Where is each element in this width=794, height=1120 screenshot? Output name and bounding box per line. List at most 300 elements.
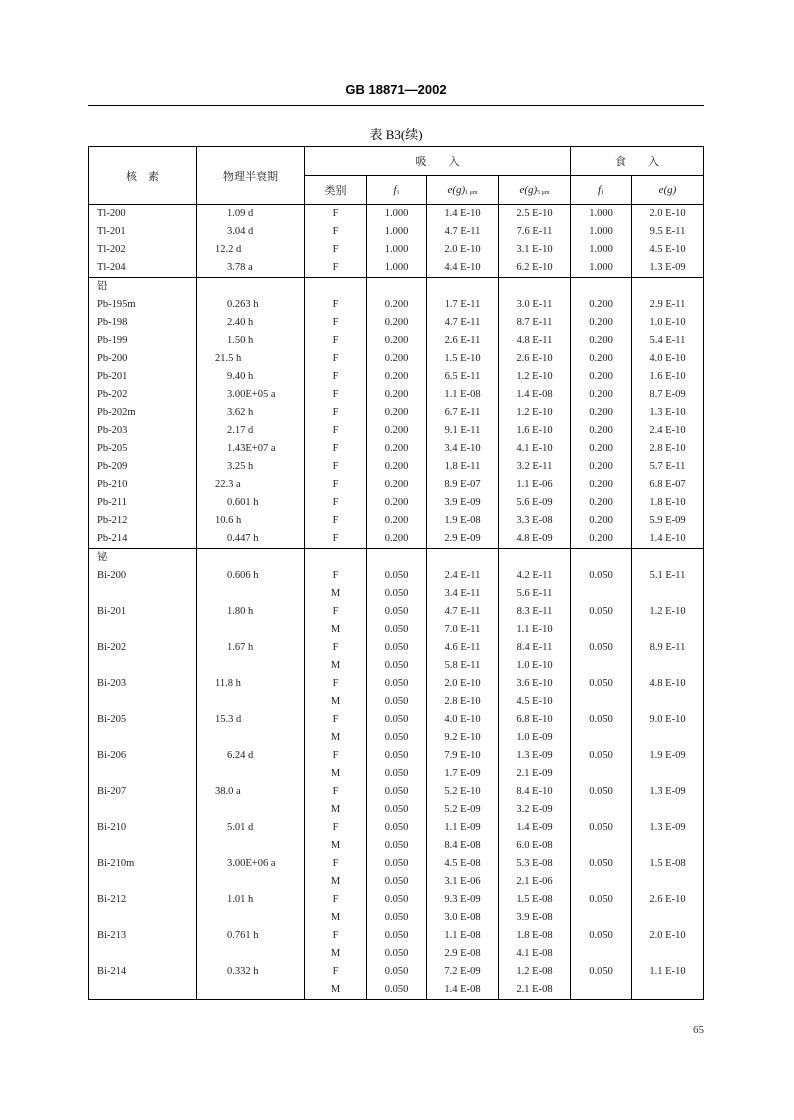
cell-type: M: [305, 729, 367, 747]
cell-e-1um: 1.4 E-10: [427, 205, 499, 224]
cell-half-life: 2.40 h: [197, 314, 305, 332]
cell-e-ingestion: 2.4 E-10: [632, 422, 704, 440]
cell-half-life: [197, 981, 305, 1000]
cell-f1-inhalation: 0.200: [367, 458, 427, 476]
cell-e-ingestion: 6.8 E-07: [632, 476, 704, 494]
cell-e-5um: 8.3 E-11: [499, 603, 571, 621]
cell-e-1um: 9.3 E-09: [427, 891, 499, 909]
cell-type: M: [305, 945, 367, 963]
cell-type: M: [305, 585, 367, 603]
cell-e-1um: 9.1 E-11: [427, 422, 499, 440]
cell-f1-inhalation: 1.000: [367, 241, 427, 259]
cell-nuclide: Pb-200: [89, 350, 197, 368]
table-row: [89, 747, 704, 765]
empty-cell: [632, 549, 704, 568]
cell-e-ingestion: 9.0 E-10: [632, 711, 704, 729]
cell-type: F: [305, 223, 367, 241]
cell-e-1um: 8.4 E-08: [427, 837, 499, 855]
col-header-e-ingestion: [632, 176, 704, 205]
cell-f1-ingestion: [571, 837, 632, 855]
cell-e-5um: 1.3 E-09: [499, 747, 571, 765]
cell-f1-ingestion: 0.200: [571, 404, 632, 422]
empty-cell: [197, 549, 305, 568]
cell-nuclide: Bi-207: [89, 783, 197, 801]
cell-e-ingestion: 1.3 E-09: [632, 783, 704, 801]
cell-f1-ingestion: [571, 909, 632, 927]
cell-nuclide: Pb-203: [89, 422, 197, 440]
cell-f1-ingestion: 0.200: [571, 512, 632, 530]
e5-symbol: e(g): [519, 184, 538, 196]
table-row: [89, 223, 704, 241]
cell-nuclide: Pb-214: [89, 530, 197, 549]
cell-type: F: [305, 205, 367, 224]
table-row: [89, 440, 704, 458]
cell-f1-inhalation: 0.050: [367, 837, 427, 855]
cell-f1-ingestion: 0.200: [571, 332, 632, 350]
cell-nuclide: Tl-202: [89, 241, 197, 259]
cell-f1-ingestion: 0.200: [571, 530, 632, 549]
cell-nuclide: Pb-209: [89, 458, 197, 476]
cell-e-1um: 2.6 E-11: [427, 332, 499, 350]
cell-e-5um: 3.3 E-08: [499, 512, 571, 530]
cell-e-ingestion: 9.5 E-11: [632, 223, 704, 241]
table-row: [89, 476, 704, 494]
cell-e-ingestion: 1.1 E-10: [632, 963, 704, 981]
cell-half-life: 3.25 h: [197, 458, 305, 476]
cell-e-ingestion: 1.9 E-09: [632, 747, 704, 765]
cell-e-ingestion: 1.5 E-08: [632, 855, 704, 873]
cell-f1-ingestion: 0.200: [571, 386, 632, 404]
cell-half-life: [197, 585, 305, 603]
cell-type: F: [305, 512, 367, 530]
cell-half-life: 0.263 h: [197, 296, 305, 314]
cell-e-ingestion: 8.9 E-11: [632, 639, 704, 657]
cell-e-ingestion: 2.6 E-10: [632, 891, 704, 909]
cell-nuclide: [89, 621, 197, 639]
cell-f1-inhalation: 0.200: [367, 476, 427, 494]
cell-half-life: 9.40 h: [197, 368, 305, 386]
cell-e-ingestion: 1.8 E-10: [632, 494, 704, 512]
cell-f1-inhalation: 0.200: [367, 494, 427, 512]
cell-type: M: [305, 981, 367, 1000]
cell-nuclide: Pb-198: [89, 314, 197, 332]
cell-half-life: [197, 621, 305, 639]
cell-e-ingestion: 1.4 E-10: [632, 530, 704, 549]
cell-f1-ingestion: 0.050: [571, 819, 632, 837]
cell-type: F: [305, 819, 367, 837]
cell-f1-ingestion: 1.000: [571, 241, 632, 259]
cell-e-ingestion: 4.0 E-10: [632, 350, 704, 368]
cell-nuclide: Pb-201: [89, 368, 197, 386]
cell-f1-ingestion: 0.200: [571, 350, 632, 368]
cell-type: F: [305, 422, 367, 440]
table-row: [89, 783, 704, 801]
cell-f1-inhalation: 0.050: [367, 639, 427, 657]
cell-e-1um: 2.4 E-11: [427, 567, 499, 585]
cell-half-life: 0.332 h: [197, 963, 305, 981]
cell-f1-ingestion: 0.050: [571, 855, 632, 873]
table-row: [89, 512, 704, 530]
cell-type: F: [305, 855, 367, 873]
cell-type: F: [305, 494, 367, 512]
cell-f1-ingestion: 0.050: [571, 639, 632, 657]
cell-nuclide: [89, 837, 197, 855]
cell-e-1um: 9.2 E-10: [427, 729, 499, 747]
table-row: [89, 494, 704, 512]
table-row: [89, 981, 704, 1000]
cell-half-life: 11.8 h: [197, 675, 305, 693]
cell-e-1um: 1.1 E-09: [427, 819, 499, 837]
cell-half-life: 1.43E+07 a: [197, 440, 305, 458]
cell-type: F: [305, 350, 367, 368]
cell-type: F: [305, 332, 367, 350]
cell-f1-inhalation: 0.200: [367, 422, 427, 440]
cell-f1-ingestion: 0.050: [571, 675, 632, 693]
table-row: [89, 729, 704, 747]
cell-half-life: 1.01 h: [197, 891, 305, 909]
col-header-f1-inhalation: [367, 176, 427, 205]
cell-e-ingestion: [632, 729, 704, 747]
cell-half-life: [197, 693, 305, 711]
cell-e-ingestion: 2.9 E-11: [632, 296, 704, 314]
cell-half-life: 1.50 h: [197, 332, 305, 350]
f1-ing-symbol: f: [597, 184, 602, 196]
cell-e-5um: 4.2 E-11: [499, 567, 571, 585]
cell-e-1um: 7.9 E-10: [427, 747, 499, 765]
table-row: [89, 963, 704, 981]
cell-f1-inhalation: 1.000: [367, 223, 427, 241]
cell-e-5um: 4.5 E-10: [499, 693, 571, 711]
dose-coefficient-table: [88, 146, 704, 1000]
table-row: [89, 693, 704, 711]
cell-half-life: 0.447 h: [197, 530, 305, 549]
cell-e-5um: 1.2 E-08: [499, 963, 571, 981]
cell-half-life: 12.2 d: [197, 241, 305, 259]
cell-e-1um: 4.5 E-08: [427, 855, 499, 873]
col-header-nuclide: 核 素: [89, 147, 197, 205]
cell-type: M: [305, 693, 367, 711]
cell-half-life: 1.09 d: [197, 205, 305, 224]
cell-half-life: 3.78 a: [197, 259, 305, 278]
cell-nuclide: Pb-195m: [89, 296, 197, 314]
cell-type: F: [305, 891, 367, 909]
cell-e-ingestion: 2.0 E-10: [632, 927, 704, 945]
empty-cell: [571, 549, 632, 568]
cell-f1-inhalation: 1.000: [367, 205, 427, 224]
cell-half-life: 3.04 d: [197, 223, 305, 241]
table-row: [89, 927, 704, 945]
cell-type: M: [305, 621, 367, 639]
cell-f1-inhalation: 0.050: [367, 621, 427, 639]
col-header-half-life: 物理半衰期: [197, 147, 305, 205]
cell-half-life: [197, 909, 305, 927]
cell-f1-inhalation: 0.050: [367, 693, 427, 711]
cell-type: F: [305, 476, 367, 494]
cell-e-5um: 1.4 E-08: [499, 386, 571, 404]
cell-half-life: 15.3 d: [197, 711, 305, 729]
cell-nuclide: [89, 945, 197, 963]
cell-type: M: [305, 909, 367, 927]
cell-nuclide: Bi-212: [89, 891, 197, 909]
cell-e-ingestion: 8.7 E-09: [632, 386, 704, 404]
cell-nuclide: [89, 657, 197, 675]
cell-e-1um: 4.7 E-11: [427, 603, 499, 621]
cell-half-life: 0.761 h: [197, 927, 305, 945]
cell-f1-inhalation: 0.050: [367, 873, 427, 891]
table-row: [89, 711, 704, 729]
cell-type: F: [305, 675, 367, 693]
cell-type: F: [305, 783, 367, 801]
cell-e-ingestion: 5.1 E-11: [632, 567, 704, 585]
col-header-f1-ingestion: [571, 176, 632, 205]
cell-half-life: 6.24 d: [197, 747, 305, 765]
cell-e-1um: 4.0 E-10: [427, 711, 499, 729]
table-row: [89, 675, 704, 693]
table-caption: 表 B3(续): [369, 127, 423, 142]
element-group-label: 铅: [89, 278, 197, 297]
cell-half-life: 1.80 h: [197, 603, 305, 621]
cell-e-5um: 1.0 E-10: [499, 657, 571, 675]
cell-f1-inhalation: 0.050: [367, 945, 427, 963]
cell-type: M: [305, 837, 367, 855]
cell-f1-ingestion: 0.050: [571, 567, 632, 585]
f1-symbol: f: [393, 184, 397, 196]
col-header-type: 类别: [305, 176, 367, 205]
table-row: [89, 314, 704, 332]
cell-f1-ingestion: 0.050: [571, 783, 632, 801]
cell-half-life: 38.0 a: [197, 783, 305, 801]
cell-half-life: 21.5 h: [197, 350, 305, 368]
cell-nuclide: Tl-201: [89, 223, 197, 241]
cell-f1-ingestion: 0.050: [571, 603, 632, 621]
cell-e-5um: 2.1 E-08: [499, 981, 571, 1000]
cell-half-life: [197, 729, 305, 747]
table-row: [89, 422, 704, 440]
cell-f1-inhalation: 0.050: [367, 981, 427, 1000]
cell-half-life: [197, 657, 305, 675]
cell-f1-inhalation: 0.200: [367, 386, 427, 404]
cell-e-5um: 4.8 E-09: [499, 530, 571, 549]
cell-e-1um: 3.4 E-10: [427, 440, 499, 458]
cell-f1-inhalation: 0.050: [367, 603, 427, 621]
empty-cell: [571, 278, 632, 297]
cell-nuclide: Bi-210m: [89, 855, 197, 873]
empty-cell: [499, 278, 571, 297]
cell-half-life: [197, 837, 305, 855]
cell-f1-inhalation: 0.050: [367, 711, 427, 729]
cell-f1-inhalation: 0.050: [367, 675, 427, 693]
cell-type: F: [305, 711, 367, 729]
cell-e-1um: 4.4 E-10: [427, 259, 499, 278]
cell-e-1um: 2.9 E-08: [427, 945, 499, 963]
cell-e-1um: 2.8 E-10: [427, 693, 499, 711]
cell-e-5um: 1.1 E-06: [499, 476, 571, 494]
cell-e-1um: 2.0 E-10: [427, 241, 499, 259]
cell-f1-ingestion: [571, 801, 632, 819]
table-row: [89, 603, 704, 621]
cell-e-5um: 8.7 E-11: [499, 314, 571, 332]
cell-e-1um: 4.7 E-11: [427, 223, 499, 241]
cell-nuclide: Bi-210: [89, 819, 197, 837]
cell-f1-ingestion: [571, 945, 632, 963]
empty-cell: [367, 549, 427, 568]
cell-e-1um: 1.9 E-08: [427, 512, 499, 530]
cell-e-1um: 8.9 E-07: [427, 476, 499, 494]
cell-e-ingestion: 2.0 E-10: [632, 205, 704, 224]
table-row: [89, 621, 704, 639]
cell-e-5um: 4.1 E-08: [499, 945, 571, 963]
cell-f1-inhalation: 0.050: [367, 891, 427, 909]
cell-f1-ingestion: 0.200: [571, 314, 632, 332]
cell-e-ingestion: [632, 837, 704, 855]
cell-nuclide: Bi-213: [89, 927, 197, 945]
cell-nuclide: Pb-205: [89, 440, 197, 458]
cell-nuclide: Bi-203: [89, 675, 197, 693]
cell-nuclide: [89, 693, 197, 711]
cell-f1-inhalation: 0.200: [367, 314, 427, 332]
cell-type: M: [305, 765, 367, 783]
cell-e-ingestion: 1.0 E-10: [632, 314, 704, 332]
cell-e-1um: 5.8 E-11: [427, 657, 499, 675]
table-row: [89, 909, 704, 927]
cell-f1-inhalation: 0.200: [367, 530, 427, 549]
cell-e-1um: 7.0 E-11: [427, 621, 499, 639]
cell-type: F: [305, 639, 367, 657]
cell-nuclide: Bi-205: [89, 711, 197, 729]
cell-half-life: 0.606 h: [197, 567, 305, 585]
cell-e-1um: 2.0 E-10: [427, 675, 499, 693]
cell-e-5um: 3.6 E-10: [499, 675, 571, 693]
cell-type: F: [305, 747, 367, 765]
table-row: [89, 765, 704, 783]
cell-f1-inhalation: 0.200: [367, 404, 427, 422]
cell-nuclide: Tl-200: [89, 205, 197, 224]
cell-e-ingestion: 4.8 E-10: [632, 675, 704, 693]
cell-f1-ingestion: [571, 585, 632, 603]
cell-e-5um: 3.0 E-11: [499, 296, 571, 314]
cell-e-1um: 5.2 E-10: [427, 783, 499, 801]
cell-e-5um: 1.4 E-09: [499, 819, 571, 837]
page-header-standard: GB 18871—2002: [345, 82, 447, 97]
cell-f1-inhalation: 0.050: [367, 963, 427, 981]
cell-f1-inhalation: 0.050: [367, 585, 427, 603]
cell-f1-ingestion: [571, 873, 632, 891]
element-group-row: [89, 549, 704, 568]
cell-e-ingestion: [632, 657, 704, 675]
e5-subscript: 5 μm: [537, 190, 550, 196]
cell-f1-inhalation: 0.050: [367, 783, 427, 801]
cell-e-1um: 1.8 E-11: [427, 458, 499, 476]
cell-e-ingestion: 5.9 E-09: [632, 512, 704, 530]
cell-e-1um: 1.1 E-08: [427, 927, 499, 945]
cell-e-5um: 6.8 E-10: [499, 711, 571, 729]
cell-e-ingestion: 5.4 E-11: [632, 332, 704, 350]
cell-e-1um: 7.2 E-09: [427, 963, 499, 981]
table-row: [89, 530, 704, 549]
cell-e-ingestion: 1.2 E-10: [632, 603, 704, 621]
cell-type: F: [305, 530, 367, 549]
e1-subscript: 1 μm: [465, 190, 478, 196]
cell-e-5um: 8.4 E-10: [499, 783, 571, 801]
cell-type: F: [305, 259, 367, 278]
table-row: [89, 567, 704, 585]
cell-f1-ingestion: 0.200: [571, 440, 632, 458]
cell-type: F: [305, 567, 367, 585]
cell-f1-ingestion: 0.050: [571, 747, 632, 765]
f1-subscript: 1: [396, 190, 400, 196]
cell-e-ingestion: 1.3 E-09: [632, 819, 704, 837]
element-group-label: 铋: [89, 549, 197, 568]
cell-f1-inhalation: 0.050: [367, 801, 427, 819]
cell-e-5um: 7.6 E-11: [499, 223, 571, 241]
cell-e-5um: 2.5 E-10: [499, 205, 571, 224]
page-number: 65: [693, 1024, 704, 1036]
table-row: [89, 259, 704, 278]
cell-e-ingestion: [632, 945, 704, 963]
cell-f1-ingestion: 0.200: [571, 458, 632, 476]
cell-f1-inhalation: 0.050: [367, 657, 427, 675]
cell-e-5um: 3.2 E-11: [499, 458, 571, 476]
cell-f1-ingestion: 1.000: [571, 223, 632, 241]
e-ing-symbol: e(g): [658, 184, 677, 196]
cell-f1-ingestion: 0.200: [571, 422, 632, 440]
col-header-e-5um: [499, 176, 571, 205]
cell-e-ingestion: 2.8 E-10: [632, 440, 704, 458]
cell-e-ingestion: 4.5 E-10: [632, 241, 704, 259]
cell-f1-ingestion: [571, 981, 632, 1000]
e1-symbol: e(g): [447, 184, 466, 196]
cell-f1-inhalation: 0.050: [367, 765, 427, 783]
cell-e-ingestion: [632, 873, 704, 891]
cell-f1-ingestion: 0.050: [571, 927, 632, 945]
cell-f1-inhalation: 0.050: [367, 747, 427, 765]
cell-e-1um: 1.1 E-08: [427, 386, 499, 404]
empty-cell: [427, 549, 499, 568]
cell-e-5um: 5.3 E-08: [499, 855, 571, 873]
cell-f1-ingestion: 1.000: [571, 259, 632, 278]
cell-type: F: [305, 963, 367, 981]
cell-half-life: 22.3 a: [197, 476, 305, 494]
cell-f1-ingestion: 0.050: [571, 711, 632, 729]
cell-nuclide: [89, 909, 197, 927]
cell-half-life: [197, 873, 305, 891]
table-row: [89, 404, 704, 422]
table-row: [89, 801, 704, 819]
cell-nuclide: [89, 729, 197, 747]
cell-half-life: 3.00E+06 a: [197, 855, 305, 873]
cell-nuclide: [89, 585, 197, 603]
cell-f1-inhalation: 0.050: [367, 819, 427, 837]
cell-e-1um: 4.7 E-11: [427, 314, 499, 332]
empty-cell: [499, 549, 571, 568]
cell-f1-ingestion: 0.050: [571, 891, 632, 909]
table-row: [89, 458, 704, 476]
cell-f1-inhalation: 0.200: [367, 350, 427, 368]
cell-e-ingestion: [632, 621, 704, 639]
cell-e-1um: 1.7 E-11: [427, 296, 499, 314]
cell-half-life: 0.601 h: [197, 494, 305, 512]
cell-type: M: [305, 657, 367, 675]
table-row: [89, 205, 704, 224]
table-row: [89, 891, 704, 909]
cell-e-1um: 1.4 E-08: [427, 981, 499, 1000]
cell-nuclide: Pb-212: [89, 512, 197, 530]
cell-type: F: [305, 296, 367, 314]
cell-f1-inhalation: 0.200: [367, 368, 427, 386]
col-header-inhalation: 吸 入: [305, 147, 571, 176]
cell-nuclide: [89, 801, 197, 819]
cell-nuclide: Bi-214: [89, 963, 197, 981]
